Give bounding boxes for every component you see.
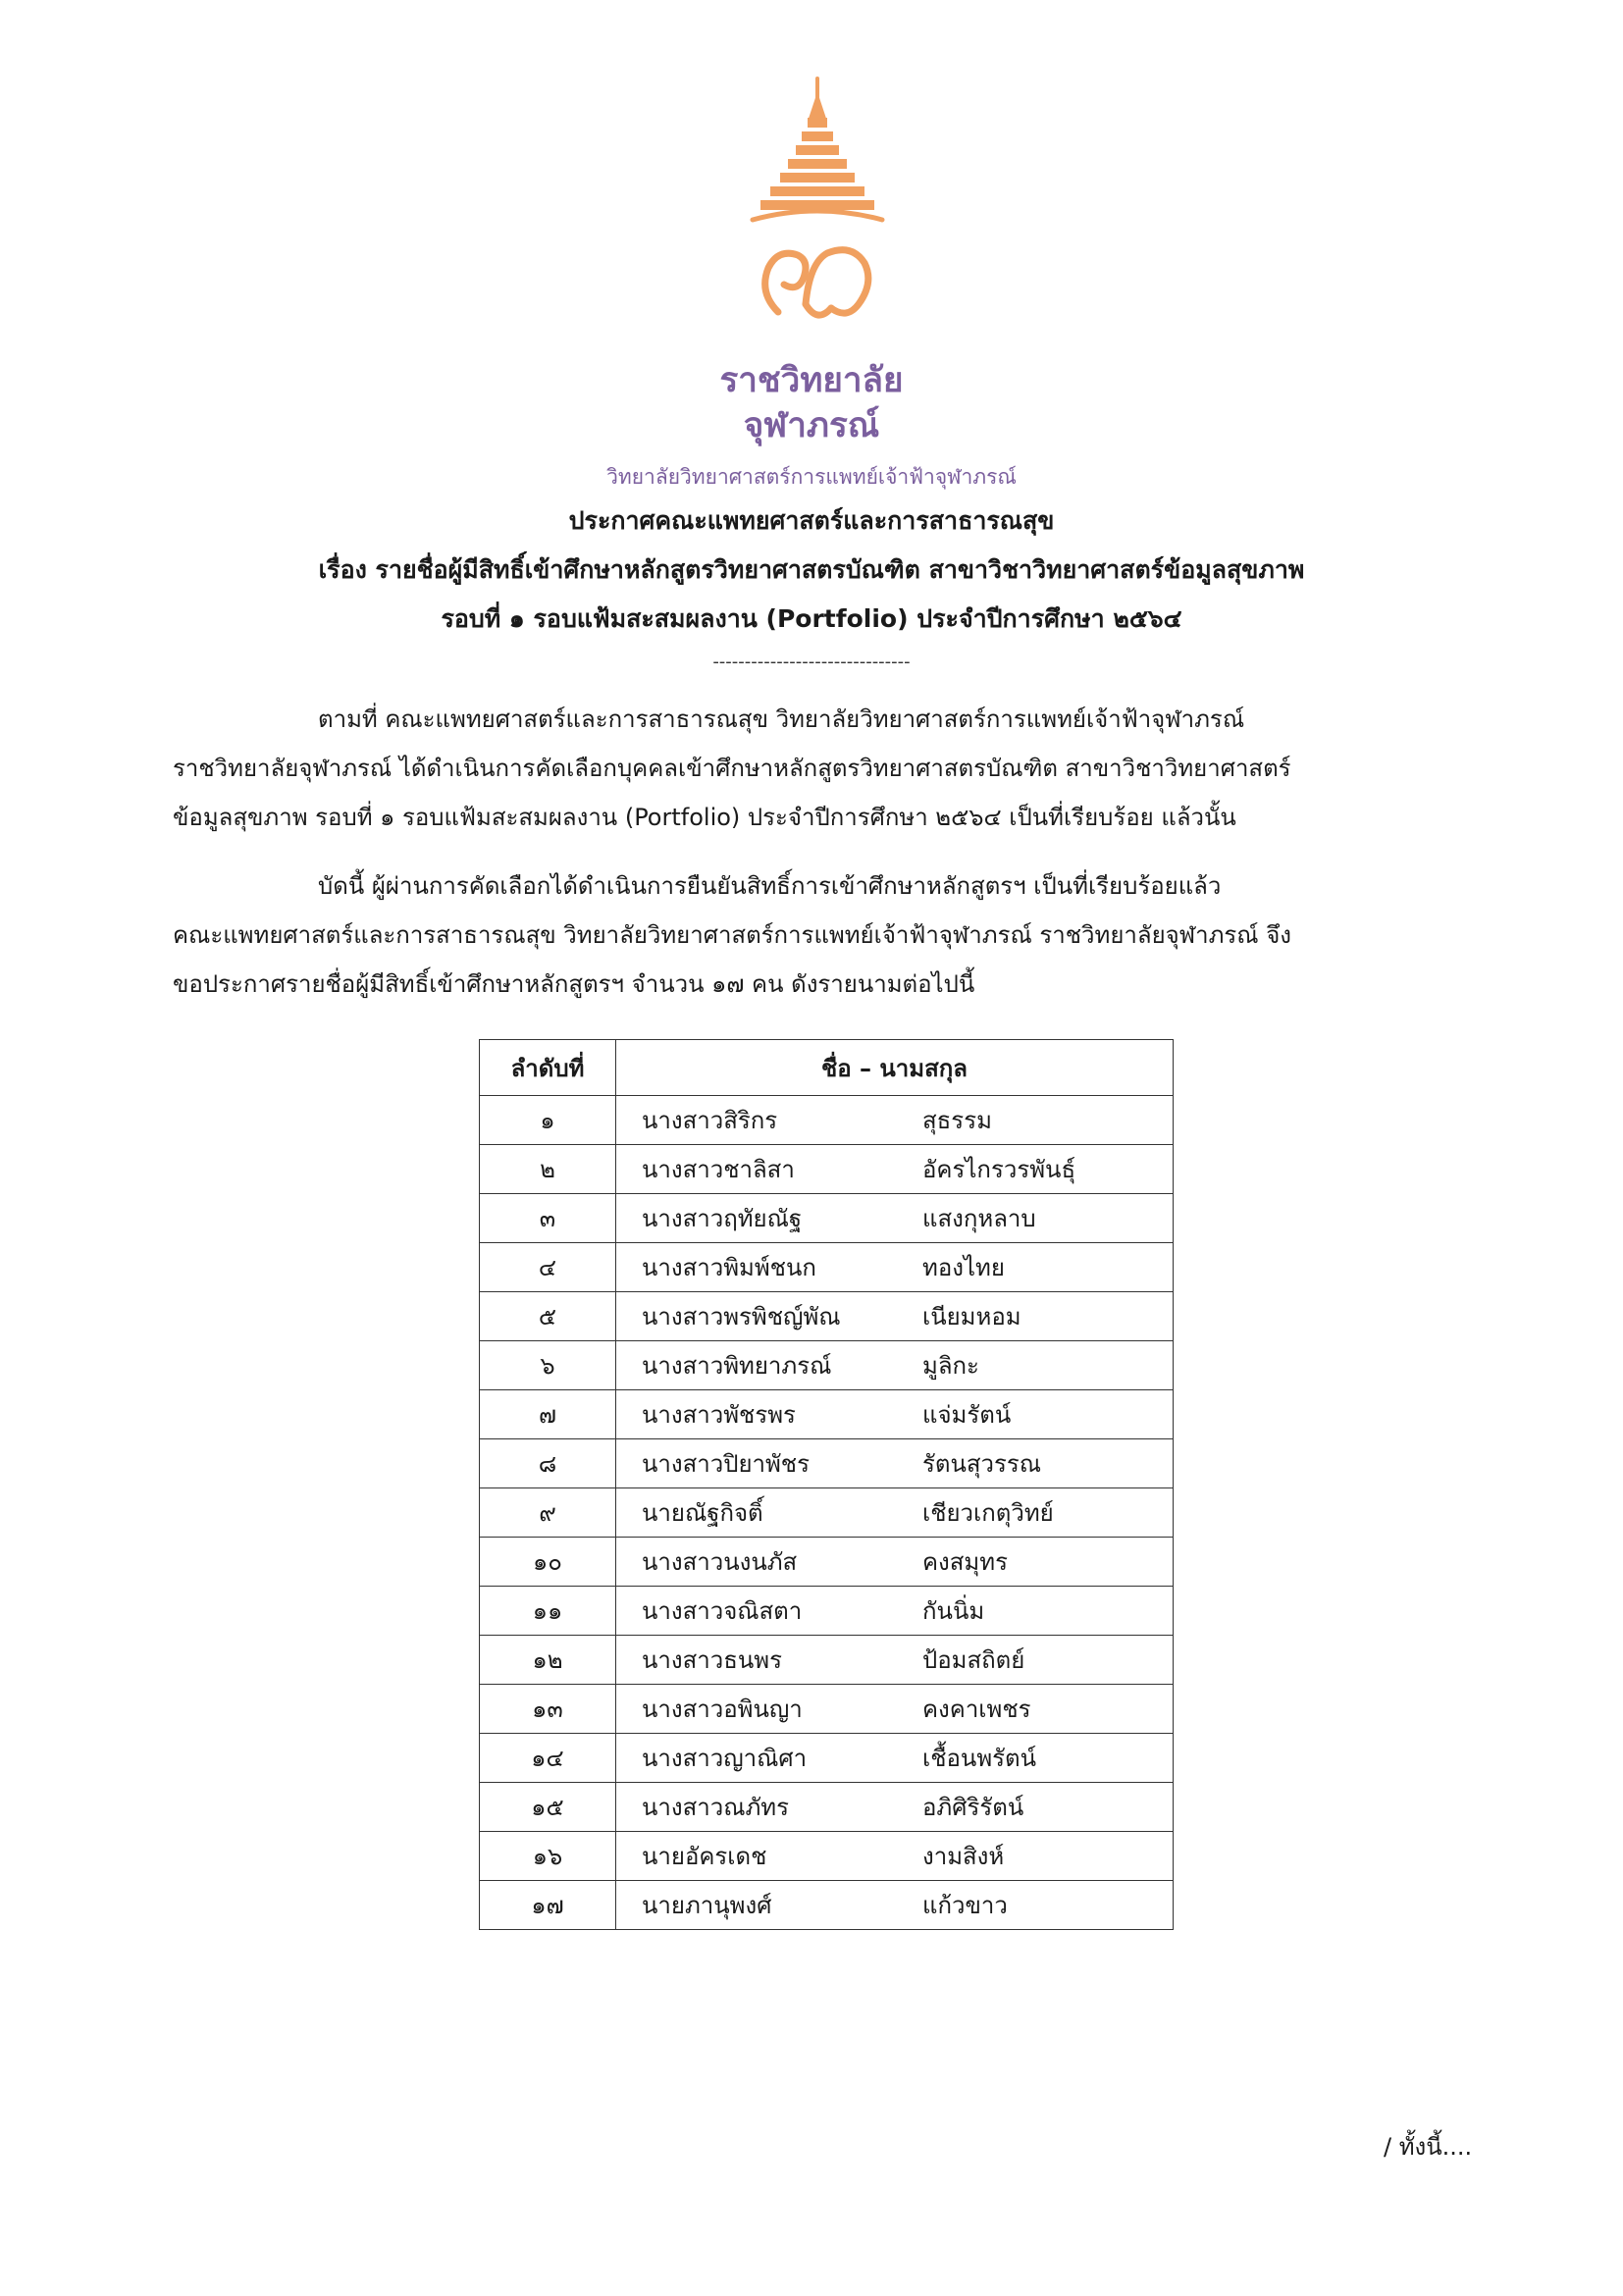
row-name [616,1587,1174,1636]
row-number: ๖ [480,1341,616,1390]
row-name [616,1341,1174,1390]
table-row [480,1587,1174,1636]
announcement-round: รอบที่ ๑ รอบแฟ้มสะสมผลงาน (Portfolio) ประจำปีการศึกษา ๒๕๖๔ [441,604,1182,633]
row-name [616,1685,1174,1734]
row-number: ๑๗ [480,1881,616,1930]
first-name: นางสาวชาลิสา [642,1156,795,1183]
first-name: นางสาวอพินญา [642,1696,803,1723]
row-name [616,1636,1174,1685]
last-name: กันนิ่ม [922,1597,985,1625]
brand-line-2: จุฬาภรณ์ [743,406,880,445]
row-number: ๕ [480,1292,616,1341]
table-row [480,1096,1174,1145]
last-name: แจ่มรัตน์ [922,1401,1012,1429]
row-number: ๔ [480,1243,616,1292]
row-number: ๑ [480,1096,616,1145]
last-name: คงสมุทร [922,1548,1008,1576]
last-name: อัครไกรวรพันธุ์ [922,1156,1076,1183]
last-name: เชื้อนพรัตน์ [922,1745,1037,1772]
first-name: นางสาวณภัทร [642,1794,789,1821]
row-number: ๑๔ [480,1734,616,1783]
paragraph-line: ตามที่ คณะแพทยศาสตร์และการสาธารณสุข วิทยาลัยวิทยาศาสตร์การแพทย์เจ้าฟ้าจุฬาภรณ์ [318,705,1245,733]
first-name: นายณัฐกิจติ์ [642,1499,763,1527]
paragraph-2 [173,861,1478,1009]
row-number: ๑๑ [480,1587,616,1636]
last-name: คงคาเพชร [922,1696,1031,1723]
row-number: ๗ [480,1390,616,1439]
row-number: ๒ [480,1145,616,1194]
last-name: เนียมหอม [922,1303,1021,1331]
row-number: ๓ [480,1194,616,1243]
continued-text: / ทั้งนี้.... [1384,2133,1473,2161]
row-number: ๑๕ [480,1783,616,1832]
row-name [616,1439,1174,1488]
paragraph-1 [173,695,1478,842]
first-name: นางสาวญาณิศา [642,1745,808,1772]
last-name: รัตนสุวรรณ [922,1450,1042,1478]
college-name: วิทยาลัยวิทยาศาสตร์การแพทย์เจ้าฟ้าจุฬาภรณ์ [606,465,1017,489]
paragraph-line: บัดนี้ ผู้ผ่านการคัดเลือกได้ดำเนินการยืนยันสิทธิ์การเข้าศึกษาหลักสูตรฯ เป็นที่เรียบร้อยแล้ว [318,872,1222,900]
row-name [616,1292,1174,1341]
row-number: ๙ [480,1488,616,1538]
row-name [616,1488,1174,1538]
college-logo [749,77,886,351]
paragraph-line: ราชวิทยาลัยจุฬาภรณ์ ได้ดำเนินการคัดเลือกบุคคลเข้าศึกษาหลักสูตรวิทยาศาสตรบัณฑิต สาขาวิชาวิทยาศาสตร์ [173,755,1291,782]
table-row [480,1194,1174,1243]
divider: ------------------------------- [712,652,911,672]
first-name: นางสาวพิมพ์ชนก [642,1254,816,1281]
first-name: นางสาวสิริกร [642,1107,778,1134]
last-name: อภิศิริรัตน์ [922,1794,1024,1821]
last-name: แสงกุหลาบ [922,1205,1036,1232]
row-name [616,1243,1174,1292]
last-name: แก้วขาว [922,1892,1008,1919]
table-row [480,1783,1174,1832]
last-name: มูลิกะ [922,1352,979,1380]
announcement-subject: เรื่อง รายชื่อผู้มีสิทธิ์เข้าศึกษาหลักสูตรวิทยาศาสตรบัณฑิต สาขาวิชาวิทยาศาสตร์ข้อมูลสุขภาพ [318,555,1305,584]
table-row [480,1390,1174,1439]
first-name: นายอัครเดช [642,1843,767,1870]
table-row [480,1439,1174,1488]
row-name [616,1783,1174,1832]
first-name: นางสาวพัชรพร [642,1401,796,1429]
row-number: ๑๒ [480,1636,616,1685]
table-row [480,1538,1174,1587]
table-row [480,1488,1174,1538]
column-header-no: ลำดับที่ [480,1040,616,1096]
last-name: งามสิงห์ [922,1843,1005,1870]
row-name [616,1832,1174,1881]
row-name [616,1390,1174,1439]
table-row [480,1243,1174,1292]
brand-line-1: ราชวิทยาลัย [719,361,904,400]
table-row [480,1685,1174,1734]
row-name [616,1881,1174,1930]
table-row [480,1292,1174,1341]
table-row [480,1636,1174,1685]
table-row [480,1832,1174,1881]
row-name [616,1538,1174,1587]
table-header-row [480,1040,1174,1096]
first-name: นางสาวฤทัยณัฐ [642,1205,803,1232]
first-name: นางสาวพิทยาภรณ์ [642,1352,832,1380]
row-name [616,1734,1174,1783]
row-number: ๑๓ [480,1685,616,1734]
table-row [480,1734,1174,1783]
first-name: นางสาวปิยาพัชร [642,1450,810,1478]
last-name: เชียวเกตุวิทย์ [922,1499,1054,1527]
paragraph-line: คณะแพทยศาสตร์และการสาธารณสุข วิทยาลัยวิทยาศาสตร์การแพทย์เจ้าฟ้าจุฬาภรณ์ ราชวิทยาลัยจุฬาภรณ์ จึง [173,921,1291,949]
announcement-title: ประกาศคณะแพทยศาสตร์และการสาธารณสุข [568,506,1055,535]
paragraph-line: ข้อมูลสุขภาพ รอบที่ ๑ รอบแฟ้มสะสมผลงาน (Portfolio) ประจำปีการศึกษา ๒๕๖๔ เป็นที่เรียบร้อย แล้วนั้น [173,804,1236,831]
column-header-name: ชื่อ – นามสกุล [616,1040,1174,1096]
first-name: นางสาวจณิสตา [642,1597,803,1625]
row-name [616,1194,1174,1243]
row-number: ๑๖ [480,1832,616,1881]
first-name: นายภานุพงศ์ [642,1892,772,1919]
table-row [480,1881,1174,1930]
first-name: นางสาวพรพิชญ์พัณ [642,1303,841,1331]
row-number: ๘ [480,1439,616,1488]
last-name: ป้อมสถิตย์ [922,1646,1025,1674]
paragraph-line: ขอประกาศรายชื่อผู้มีสิทธิ์เข้าศึกษาหลักสูตรฯ จำนวน ๑๗ คน ดังรายนามต่อไปนี้ [173,970,975,998]
first-name: นางสาวธนพร [642,1646,782,1674]
row-name [616,1096,1174,1145]
last-name: ทองไทย [922,1254,1005,1281]
last-name: สุธรรม [922,1107,992,1134]
table-row [480,1145,1174,1194]
table-row [480,1341,1174,1390]
names-table [479,1039,1174,1930]
row-name [616,1145,1174,1194]
row-number: ๑๐ [480,1538,616,1587]
first-name: นางสาวนงนภัส [642,1548,798,1576]
